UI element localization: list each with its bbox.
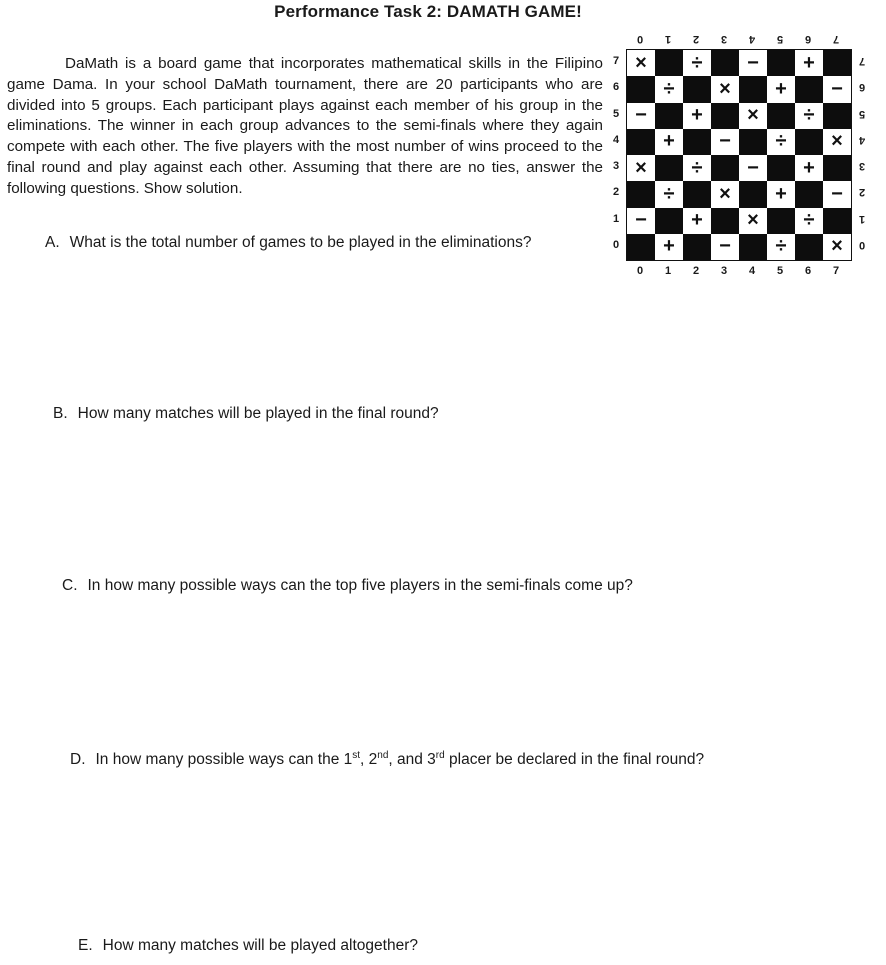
row-label: 1 bbox=[612, 212, 620, 225]
right-label: 5 bbox=[858, 107, 866, 120]
question-a-letter: A. bbox=[45, 234, 60, 251]
board-symbol: × bbox=[719, 77, 731, 100]
board-symbol: × bbox=[635, 156, 647, 179]
board-cell bbox=[655, 181, 683, 207]
board-symbol: ÷ bbox=[803, 209, 815, 232]
board-cell bbox=[627, 103, 655, 129]
board-cell bbox=[767, 76, 795, 102]
question-b-letter: B. bbox=[53, 405, 68, 422]
board-cell bbox=[711, 103, 739, 129]
board-cell bbox=[627, 155, 655, 181]
board-cell bbox=[823, 234, 851, 260]
board-cell bbox=[711, 208, 739, 234]
board-symbol: − bbox=[831, 182, 843, 205]
board-cell bbox=[683, 181, 711, 207]
question-e-letter: E. bbox=[78, 937, 93, 954]
board-cell bbox=[683, 76, 711, 102]
board-cell bbox=[823, 103, 851, 129]
question-c-text: In how many possible ways can the top five players in the semi-finals come up? bbox=[87, 577, 633, 594]
board-symbol: × bbox=[831, 130, 843, 153]
board-cell bbox=[795, 76, 823, 102]
board-symbol: + bbox=[775, 182, 787, 205]
board-symbol: ÷ bbox=[803, 104, 815, 127]
board-symbol: + bbox=[663, 235, 675, 258]
board-grid bbox=[626, 49, 852, 261]
right-label: 0 bbox=[858, 238, 866, 251]
board-cell bbox=[739, 76, 767, 102]
board-cell bbox=[739, 208, 767, 234]
question-e-text: How many matches will be played altogether? bbox=[102, 937, 418, 954]
board-symbol: − bbox=[747, 156, 759, 179]
board-cell bbox=[767, 129, 795, 155]
board-symbol: − bbox=[635, 209, 647, 232]
board-cell bbox=[823, 50, 851, 76]
board-symbol: + bbox=[691, 104, 703, 127]
board-cell bbox=[739, 234, 767, 260]
board-symbol: + bbox=[691, 209, 703, 232]
board-cell bbox=[683, 129, 711, 155]
row-label: 5 bbox=[612, 107, 620, 120]
board-cell bbox=[823, 155, 851, 181]
board-cell bbox=[683, 208, 711, 234]
board-cell bbox=[711, 50, 739, 76]
board-symbol: × bbox=[719, 182, 731, 205]
board-cell bbox=[795, 50, 823, 76]
page-title: Performance Task 2: DAMATH GAME! bbox=[274, 2, 582, 21]
question-c bbox=[62, 577, 633, 595]
question-e bbox=[78, 937, 418, 955]
right-label: 4 bbox=[858, 133, 866, 146]
board-cell bbox=[655, 103, 683, 129]
question-a-text: What is the total number of games to be played in the eliminations? bbox=[69, 234, 532, 251]
board-cell bbox=[627, 50, 655, 76]
right-label: 6 bbox=[858, 81, 866, 94]
board-cell bbox=[655, 234, 683, 260]
question-d bbox=[70, 750, 704, 769]
top-label: 5 bbox=[776, 33, 784, 45]
row-label: 7 bbox=[612, 55, 620, 67]
board-cell bbox=[795, 155, 823, 181]
board-cell bbox=[739, 181, 767, 207]
board-symbol: − bbox=[635, 104, 647, 127]
column-label: 2 bbox=[692, 265, 700, 277]
board-cell bbox=[823, 181, 851, 207]
board-cell bbox=[767, 103, 795, 129]
board-symbol: × bbox=[831, 235, 843, 258]
board-cell bbox=[823, 76, 851, 102]
column-label: 1 bbox=[664, 265, 672, 277]
board-symbol: × bbox=[635, 51, 647, 74]
board-symbol: − bbox=[719, 235, 731, 258]
board-cell bbox=[823, 129, 851, 155]
board-cell bbox=[823, 208, 851, 234]
board-cell bbox=[767, 208, 795, 234]
board-cell bbox=[767, 234, 795, 260]
board-cell bbox=[627, 234, 655, 260]
row-label: 3 bbox=[612, 160, 620, 172]
row-label: 0 bbox=[612, 238, 620, 251]
top-label: 6 bbox=[804, 33, 812, 45]
board-cell bbox=[627, 76, 655, 102]
board-symbol: ÷ bbox=[775, 130, 787, 153]
board-cell bbox=[655, 50, 683, 76]
board-cell bbox=[739, 129, 767, 155]
board-symbol: × bbox=[747, 104, 759, 127]
board-symbol: − bbox=[747, 51, 759, 74]
board-cell bbox=[767, 155, 795, 181]
question-b bbox=[53, 405, 439, 423]
board-cell bbox=[739, 155, 767, 181]
board-cell bbox=[711, 155, 739, 181]
board-symbol: + bbox=[775, 77, 787, 100]
board-cell bbox=[795, 208, 823, 234]
board-cell bbox=[655, 129, 683, 155]
board-cell bbox=[627, 129, 655, 155]
board-cell bbox=[767, 50, 795, 76]
board-cell bbox=[711, 181, 739, 207]
damath-board-figure bbox=[604, 30, 874, 277]
question-d-text: In how many possible ways can the 1st, 2nd, and 3rd placer be declared in the final round? bbox=[95, 750, 705, 769]
top-label: 1 bbox=[664, 33, 672, 45]
board-cell bbox=[795, 103, 823, 129]
board-symbol: ÷ bbox=[691, 51, 703, 74]
question-c-letter: C. bbox=[62, 577, 78, 594]
board-cell bbox=[711, 234, 739, 260]
column-label: 5 bbox=[776, 265, 784, 277]
top-label: 7 bbox=[832, 33, 840, 45]
row-label: 6 bbox=[612, 81, 620, 94]
board-symbol: − bbox=[831, 77, 843, 100]
board-cell bbox=[655, 208, 683, 234]
board-symbol: ÷ bbox=[775, 235, 787, 258]
column-label: 3 bbox=[720, 265, 728, 277]
board-cell bbox=[795, 129, 823, 155]
board-symbol: + bbox=[663, 130, 675, 153]
top-label: 3 bbox=[720, 33, 728, 45]
row-label: 4 bbox=[612, 133, 620, 146]
board-symbol: × bbox=[747, 209, 759, 232]
board-symbol: ÷ bbox=[663, 77, 675, 100]
board-cell bbox=[711, 76, 739, 102]
board-cell bbox=[655, 155, 683, 181]
board-cell bbox=[655, 76, 683, 102]
top-label: 0 bbox=[636, 33, 644, 45]
board-cell bbox=[767, 181, 795, 207]
board-cell bbox=[795, 234, 823, 260]
top-label: 4 bbox=[748, 33, 756, 45]
column-label: 6 bbox=[804, 265, 812, 277]
board-cell bbox=[739, 103, 767, 129]
board-cell bbox=[627, 208, 655, 234]
board-cell bbox=[627, 181, 655, 207]
right-label: 2 bbox=[858, 186, 866, 199]
board-cell bbox=[711, 129, 739, 155]
board-symbol: ÷ bbox=[663, 182, 675, 205]
board-symbol: + bbox=[803, 51, 815, 74]
board-symbol: − bbox=[719, 130, 731, 153]
intro-paragraph: DaMath is a board game that incorporates mathematical skills in the Filipino game Dama. In your school DaMath tournament, there are 20 participants who are divided into 5 groups. Each participant plays against each member of his group in the eliminations. The winner in each group advances to the semi-finals where they again compete with each other. The five players with the most number of wins proceed to the final round and play against each other. Assuming that there are no ties, answer the following questions. Show solution. bbox=[7, 55, 603, 197]
board-cell bbox=[683, 155, 711, 181]
column-label: 4 bbox=[748, 265, 756, 277]
question-d-letter: D. bbox=[70, 751, 86, 769]
board-cell bbox=[739, 50, 767, 76]
board-cell bbox=[683, 50, 711, 76]
row-label: 2 bbox=[612, 186, 620, 199]
question-a bbox=[45, 234, 531, 252]
right-label: 7 bbox=[858, 55, 866, 67]
board-symbol: + bbox=[803, 156, 815, 179]
board-symbol: ÷ bbox=[691, 156, 703, 179]
question-b-text: How many matches will be played in the final round? bbox=[77, 405, 439, 422]
column-label: 7 bbox=[832, 265, 840, 277]
board-cell bbox=[795, 181, 823, 207]
board-cell bbox=[683, 234, 711, 260]
column-label: 0 bbox=[636, 265, 644, 277]
right-label: 1 bbox=[858, 212, 866, 225]
right-label: 3 bbox=[858, 160, 866, 172]
top-label: 2 bbox=[692, 33, 700, 45]
board-cell bbox=[683, 103, 711, 129]
